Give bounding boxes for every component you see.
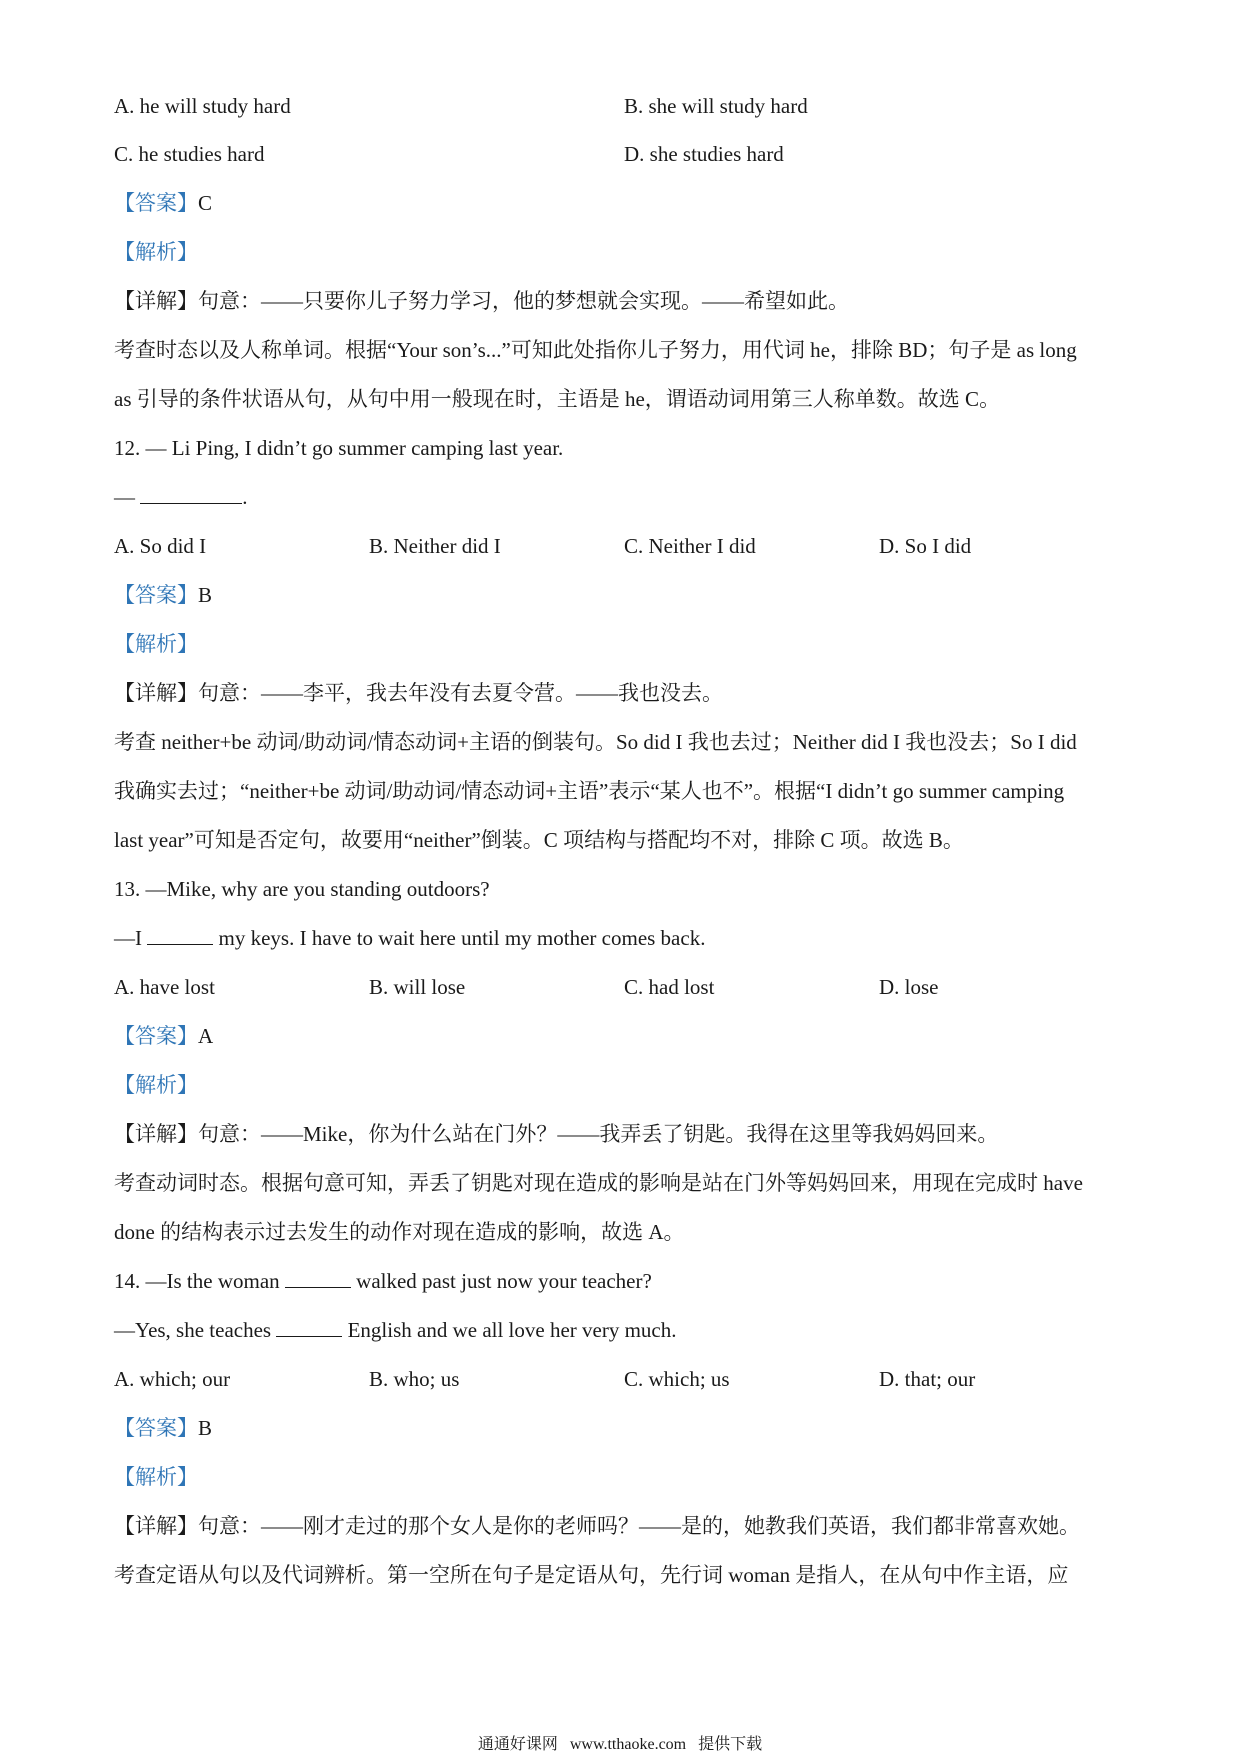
q13-option-d: D. lose (879, 975, 939, 999)
analysis-tag: 【解析】 (114, 1465, 198, 1489)
q14-option-a: A. which; our (114, 1367, 231, 1391)
footer-site-name: 通通好课网 (477, 1736, 558, 1753)
q12-stem-2-suffix: . (242, 485, 248, 509)
q14-stem-2 (114, 1316, 677, 1344)
q12-option-b: B. Neither did I (369, 534, 501, 558)
q11-detail-line (114, 287, 849, 315)
q12-explain-2: 我确实去过；“neither+be 动词/助动词/情态动词+主语”表示“某人也不”。根据“I didn’t go summer camping (114, 779, 1065, 803)
q12-explain-3: last year”可知是否定句，故要用“neither”倒装。C 项结构与搭配均不对，排除 C 项。故选 B。 (114, 828, 964, 852)
analysis-tag: 【解析】 (114, 240, 198, 264)
q14-explain-1: 考查定语从句以及代词辨析。第一空所在句子是定语从句，先行词 woman 是指人，在从句中作主语，应 (114, 1563, 1069, 1587)
q13-stem-2 (114, 924, 705, 952)
detail-tag: 【详解】 (114, 289, 198, 313)
footer-url[interactable]: www.tthaoke.com (569, 1736, 687, 1753)
q12-option-c: C. Neither I did (624, 534, 756, 558)
q12-stem-2 (114, 483, 248, 511)
q11-detail: 句意：——只要你儿子努力学习，他的梦想就会实现。——希望如此。 (198, 289, 849, 313)
q11-answer-line (114, 189, 212, 217)
blank-line (147, 924, 213, 945)
q12-detail: 句意：——李平，我去年没有去夏令营。——我也没去。 (198, 681, 723, 705)
blank-line (276, 1316, 342, 1337)
q12-answer-line (114, 581, 212, 609)
q14-stem-1 (114, 1267, 652, 1295)
q13-option-a: A. have lost (114, 975, 215, 999)
q12-analysis-line (114, 630, 198, 658)
q11-option-c: C. he studies hard (114, 142, 265, 166)
q13-detail: 句意：——Mike，你为什么站在门外？——我弄丢了钥匙。我得在这里等我妈妈回来。 (198, 1122, 999, 1146)
q14-answer-line (114, 1414, 212, 1442)
q14-answer: B (198, 1416, 213, 1440)
q13-answer-line (114, 1022, 213, 1050)
blank-line (140, 483, 242, 504)
q14-analysis-line (114, 1463, 198, 1491)
q14-detail: 句意：——刚才走过的那个女人是你的老师吗？——是的，她教我们英语，我们都非常喜欢她。 (198, 1514, 1080, 1538)
detail-tag: 【详解】 (114, 1514, 198, 1538)
q11-option-b: B. she will study hard (624, 94, 808, 118)
q12-stem-2-prefix: — (114, 485, 141, 509)
q13-stem-2-prefix: —I (114, 926, 148, 950)
analysis-tag: 【解析】 (114, 632, 198, 656)
q12-stem-1: 12. — Li Ping, I didn’t go summer camping last year. (114, 436, 564, 460)
q13-explain-1: 考查动词时态。根据句意可知，弄丢了钥匙对现在造成的影响是站在门外等妈妈回来，用现在完成时 have (114, 1171, 1083, 1195)
detail-tag: 【详解】 (114, 681, 198, 705)
q11-answer: C (198, 191, 213, 215)
q13-option-c: C. had lost (624, 975, 715, 999)
q14-stem-1-suffix: walked past just now your teacher? (350, 1269, 652, 1293)
q14-detail-line (114, 1512, 1080, 1540)
blank-line (285, 1267, 351, 1288)
q11-explain-2: as 引导的条件状语从句，从句中用一般现在时，主语是 he，谓语动词用第三人称单数。故选 C。 (114, 387, 1001, 411)
q12-detail-line (114, 679, 723, 707)
q12-option-a: A. So did I (114, 534, 207, 558)
q13-explain-2: done 的结构表示过去发生的动作对现在造成的影响，故选 A。 (114, 1220, 685, 1244)
q12-explain-1: 考查 neither+be 动词/助动词/情态动词+主语的倒装句。So did I 我也去过；Neither did I 我也没去；So I did (114, 730, 1077, 754)
q14-stem-2-suffix: English and we all love her very much. (342, 1318, 677, 1342)
q14-stem-2-prefix: —Yes, she teaches (114, 1318, 277, 1342)
q13-analysis-line (114, 1071, 198, 1099)
q14-option-d: D. that; our (879, 1367, 976, 1391)
q12-answer: B (198, 583, 213, 607)
answer-tag: 【答案】 (114, 583, 198, 607)
q11-analysis-line (114, 238, 198, 266)
q13-option-b: B. will lose (369, 975, 466, 999)
q11-option-d: D. she studies hard (624, 142, 784, 166)
q13-answer: A (198, 1024, 214, 1048)
q12-option-d: D. So I did (879, 534, 972, 558)
answer-tag: 【答案】 (114, 1416, 198, 1440)
detail-tag: 【详解】 (114, 1122, 198, 1146)
q11-explain-1: 考查时态以及人称单词。根据“Your son’s...”可知此处指你儿子努力，用代词 he，排除 BD；句子是 as long (114, 338, 1077, 362)
q13-stem-2-suffix: my keys. I have to wait here until my mother comes back. (213, 926, 706, 950)
q13-detail-line (114, 1120, 998, 1148)
answer-tag: 【答案】 (114, 1024, 198, 1048)
q14-stem-1-prefix: 14. —Is the woman (114, 1269, 285, 1293)
q11-option-a: A. he will study hard (114, 94, 291, 118)
page-footer (0, 1731, 1240, 1754)
q14-option-c: C. which; us (624, 1367, 730, 1391)
analysis-tag: 【解析】 (114, 1073, 198, 1097)
q14-option-b: B. who; us (369, 1367, 460, 1391)
q13-stem-1: 13. —Mike, why are you standing outdoors? (114, 877, 490, 901)
answer-tag: 【答案】 (114, 191, 198, 215)
footer-download-text: 提供下载 (698, 1736, 763, 1753)
